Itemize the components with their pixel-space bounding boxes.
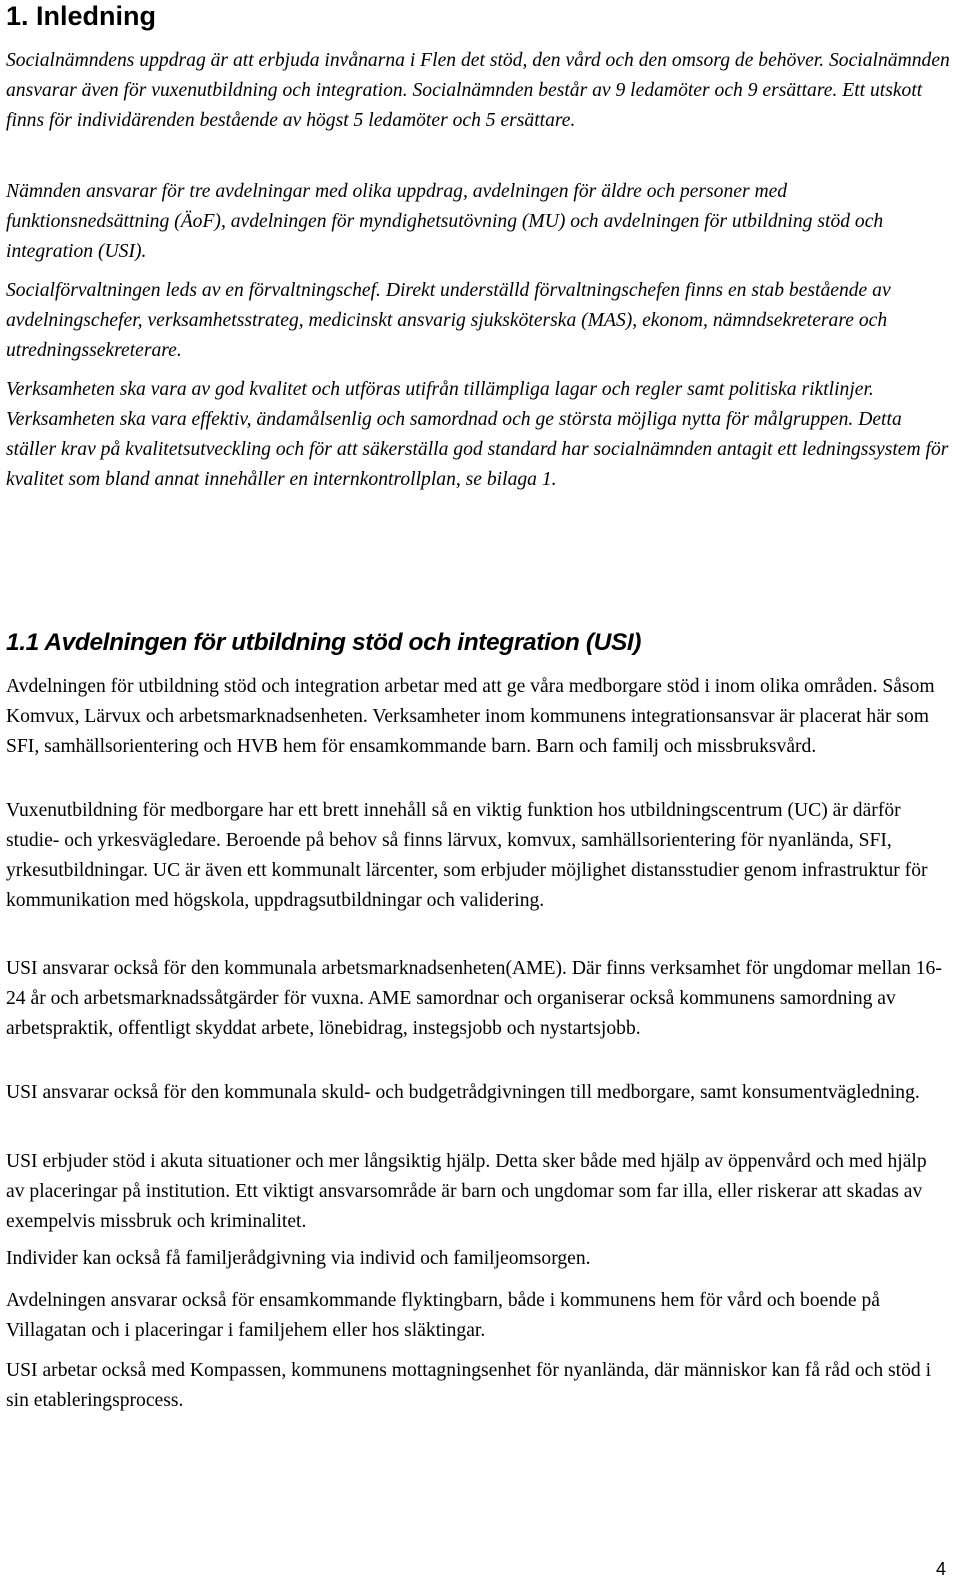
section-paragraph-7: Avdelningen ansvarar också för ensamkommande flyktingbarn, både i kommunens hem för vård och boende på Villagatan och i placeringar i familjehem eller hos släktingar. bbox=[6, 1290, 881, 1341]
section-paragraph-6: Individer kan också få familjerådgivning via individ och familjeomsorgen. bbox=[6, 1248, 591, 1269]
heading-usi-section: 1.1 Avdelningen för utbildning stöd och integration (USI) bbox=[6, 629, 642, 656]
heading-inledning: 1. Inledning bbox=[6, 1, 157, 31]
intro-paragraph-1: Socialnämndens uppdrag är att erbjuda invånarna i Flen det stöd, den vård och den omsorg de behöver. Socialnämnden ansvarar även för vuxenutbildning och integration. Socialnämnden består av 9 ledamöter och 9 ersättare. Ett utskott finns för individärenden bestående av högst 5 ledamöter och 5 ersättare. bbox=[6, 50, 950, 131]
intro-paragraph-4: Verksamheten ska vara av god kvalitet och utföras utifrån tillämpliga lagar och regler samt politiska riktlinjer. Verksamheten ska vara effektiv, ändamålsenlig och samordnad och ge största möjliga nytta för målgruppen. Detta ställer krav på kvalitetsutveckling och för att säkerställa god standard har socialnämnden antagit ett ledningssystem för kvalitet som bland annat innehåller en internkontrollplan, se bilaga 1. bbox=[6, 379, 949, 490]
intro-paragraph-2: Nämnden ansvarar för tre avdelningar med olika uppdrag, avdelningen för äldre och personer med funktionsnedsättning (ÄoF), avdelningen för myndighetsutövning (MU) och avdelningen för utbildning stöd och integration (USI). bbox=[6, 181, 884, 262]
section-paragraph-4: USI ansvarar också för den kommunala skuld- och budgetrådgivningen till medborgare, samt konsumentvägledning. bbox=[6, 1082, 920, 1103]
section-paragraph-2: Vuxenutbildning för medborgare har ett brett innehåll så en viktig funktion hos utbildningscentrum (UC) är därför studie- och yrkesvägledare. Beroende på behov så finns lärvux, komvux, samhällsorientering för nyanlända, SFI, yrkesutbildningar. UC är även ett kommunalt lärcenter, som erbjuder möjlighet distansstudier genom infrastruktur för kommunikation med högskola, uppdragsutbildningar och validering. bbox=[6, 800, 928, 911]
intro-paragraph-3: Socialförvaltningen leds av en förvaltningschef. Direkt underställd förvaltningschefen finns en stab bestående av avdelningschefer, verksamhetsstrateg, medicinskt ansvarig sjuksköterska (MAS), ekonom, nämndsekreterare och utredningssekreterare. bbox=[6, 280, 891, 361]
section-paragraph-5: USI erbjuder stöd i akuta situationer och mer långsiktig hjälp. Detta sker både med hjälp av öppenvård och med hjälp av placeringar på institution. Ett viktigt ansvarsområde är barn och ungdomar som far illa, eller riskerar att skadas av exempelvis missbruk och kriminalitet. bbox=[6, 1151, 927, 1232]
section-paragraph-1: Avdelningen för utbildning stöd och integration arbetar med att ge våra medborgare stöd i inom olika områden. Såsom Komvux, Lärvux och arbetsmarknadsenheten. Verksamheter inom kommunens integrationsansvar är placerat här som SFI, samhällsorientering och HVB hem för ensamkommande barn. Barn och familj och missbruksvård. bbox=[6, 676, 935, 757]
section-paragraph-3: USI ansvarar också för den kommunala arbetsmarknadsenheten(AME). Där finns verksamhet för ungdomar mellan 16-24 år och arbetsmarknadssåtgärder för vuxna. AME samordnar och organiserar också kommunens samordning av arbetspraktik, offentligt skyddat arbete, lönebidrag, instegsjobb och nystartsjobb. bbox=[6, 958, 942, 1039]
section-paragraph-8: USI arbetar också med Kompassen, kommunens mottagningsenhet för nyanlända, där människor kan få råd och stöd i sin etableringsprocess. bbox=[6, 1360, 932, 1411]
page-number: 4 bbox=[935, 1559, 946, 1579]
